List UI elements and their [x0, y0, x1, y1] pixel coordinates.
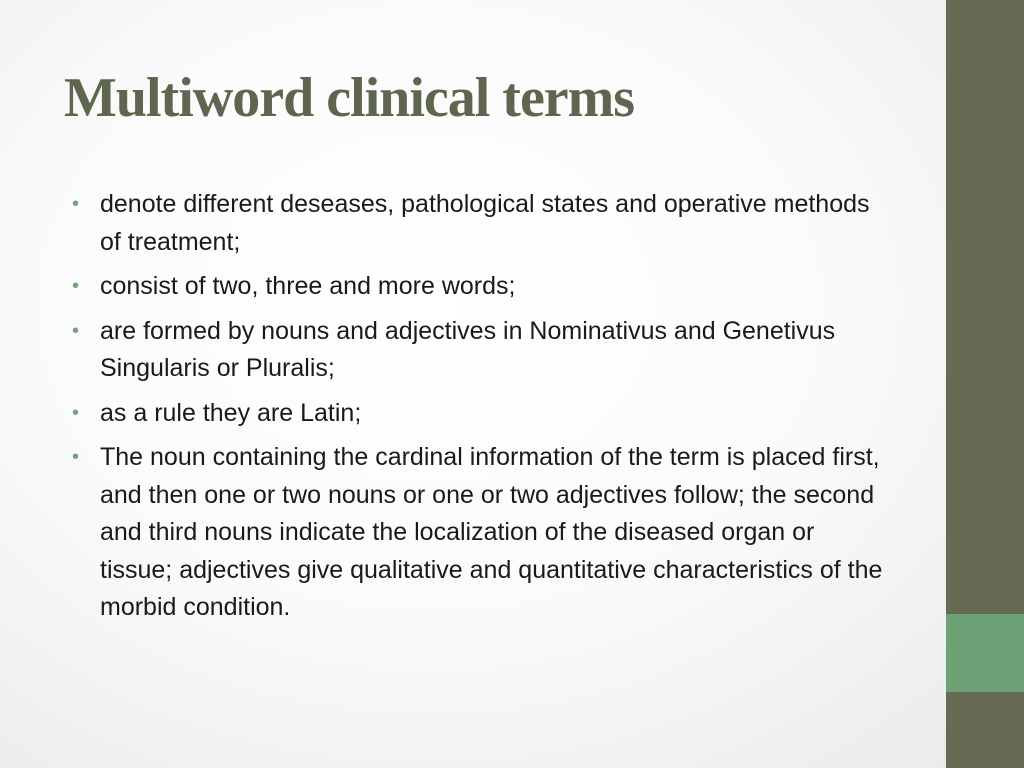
bullet-item — [72, 313, 890, 388]
bullet-icon: • — [72, 319, 80, 342]
bullet-icon: • — [72, 446, 80, 468]
bullet-text: consist of two, three and more words; — [100, 272, 516, 300]
bullet-text: denote different deseases, pathological states and operative methods of treatment; — [100, 190, 870, 256]
bullet-item — [72, 439, 890, 627]
bullet-icon: • — [72, 193, 80, 215]
slide-title: Multiword clinical terms — [64, 67, 635, 129]
bullet-item — [72, 268, 890, 306]
bullet-list — [72, 186, 890, 634]
bullet-icon: • — [72, 401, 80, 424]
bullet-item — [72, 395, 890, 433]
bullet-icon: • — [72, 275, 80, 297]
side-bar-accent — [946, 614, 1024, 692]
bullet-text: The noun containing the cardinal information of the term is placed first, and then one or two nouns or one or two adjectives follow; the second and third nouns indicate the localization of the diseased organ or tissue; adjectives give qualitative and quantitative characteristics of the morbid condition. — [100, 443, 883, 621]
bullet-item — [72, 186, 890, 261]
bullet-text: are formed by nouns and adjectives in Nominativus and Genetivus Singularis or Pluralis; — [100, 316, 836, 382]
bullet-text: as a rule they are Latin; — [100, 398, 362, 427]
